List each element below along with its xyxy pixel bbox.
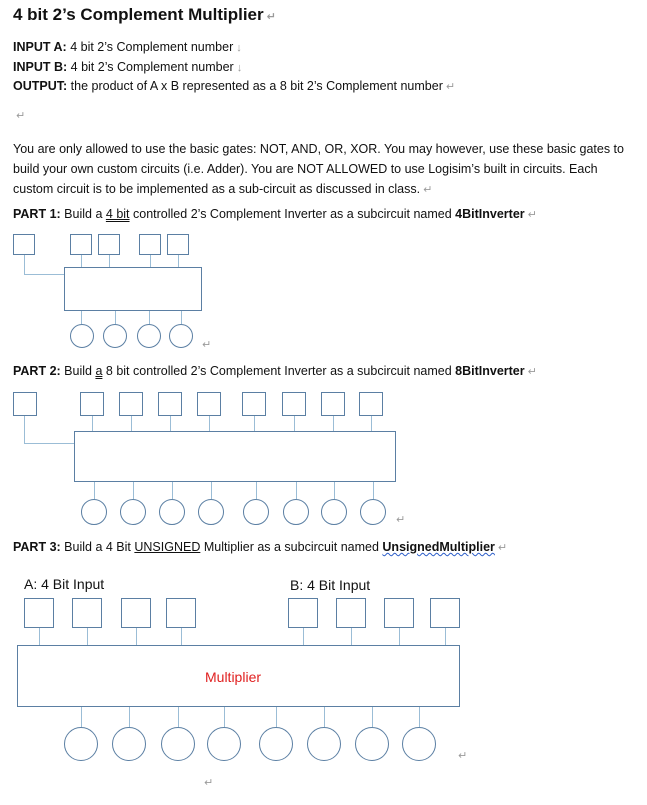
control-wire: [24, 416, 25, 443]
input-wire: [399, 628, 400, 645]
output-wire: [81, 311, 82, 324]
empty-paragraph: ↵: [16, 110, 26, 122]
paragraph-mark: ↵: [202, 339, 212, 351]
input-pin: [158, 392, 182, 416]
input-b-label: B: 4 Bit Input: [290, 577, 371, 593]
output-wire: [372, 707, 373, 727]
output-wire: [172, 482, 173, 499]
input-wire: [333, 416, 334, 431]
paragraph-mark: ↵: [204, 777, 214, 789]
output-wire: [94, 482, 95, 499]
input-wire: [445, 628, 446, 645]
part3-heading: PART 3: Build a 4 Bit UNSIGNED Multiplier as a subcircuit named UnsignedMultiplier ↵: [13, 540, 508, 554]
output-pin: [70, 324, 94, 348]
input-pin: [359, 392, 383, 416]
paragraph-mark: ↵: [458, 750, 468, 762]
output-pin: [137, 324, 161, 348]
multiplier-label: Multiplier: [205, 669, 262, 685]
input-pin: [70, 234, 92, 255]
part2-heading: PART 2: Build a 8 bit controlled 2’s Complement Inverter as a subcircuit named 8BitInverter ↵: [13, 364, 537, 378]
inverter-block: [74, 431, 396, 482]
output-wire: [373, 482, 374, 499]
page-title: 4 bit 2’s Complement Multiplier ↵: [13, 5, 276, 24]
input-wire: [371, 416, 372, 431]
input-wire: [109, 255, 110, 267]
output-wire: [81, 707, 82, 727]
input-wire: [136, 628, 137, 645]
output-wire: [419, 707, 420, 727]
output-pin: [321, 499, 347, 525]
output-wire: [149, 311, 150, 324]
input-a-label: A: 4 Bit Input: [24, 576, 105, 592]
input-pin: [80, 392, 104, 416]
output-wire: [224, 707, 225, 727]
input-a-line: INPUT A: 4 bit 2’s Complement number ↓: [13, 40, 242, 54]
input-wire: [181, 628, 182, 645]
input-a-pin: [121, 598, 151, 628]
output-pin: [207, 727, 241, 761]
output-wire: [276, 707, 277, 727]
input-pin: [139, 234, 161, 255]
input-pin: [282, 392, 306, 416]
input-pin: [321, 392, 345, 416]
output-wire: [211, 482, 212, 499]
output-pin: [120, 499, 146, 525]
input-wire: [170, 416, 171, 431]
output-pin: [159, 499, 185, 525]
input-wire: [150, 255, 151, 267]
output-pin: [259, 727, 293, 761]
inverter-block: [64, 267, 202, 311]
input-wire: [254, 416, 255, 431]
input-a-pin: [24, 598, 54, 628]
output-wire: [334, 482, 335, 499]
input-wire: [178, 255, 179, 267]
input-b-pin: [384, 598, 414, 628]
output-pin: [243, 499, 269, 525]
output-wire: [178, 707, 179, 727]
output-wire: [296, 482, 297, 499]
input-a-pin: [72, 598, 102, 628]
output-pin: [103, 324, 127, 348]
control-input-pin: [13, 392, 37, 416]
input-wire: [303, 628, 304, 645]
output-line: OUTPUT: the product of A x B represented as a 8 bit 2’s Complement number ↵: [13, 79, 456, 93]
input-wire: [294, 416, 295, 431]
output-wire: [256, 482, 257, 499]
output-pin: [402, 727, 436, 761]
output-pin: [169, 324, 193, 348]
output-pin: [161, 727, 195, 761]
part1-heading: PART 1: Build a 4 bit controlled 2’s Complement Inverter as a subcircuit named 4BitInverter ↵: [13, 207, 537, 221]
input-b-line: INPUT B: 4 bit 2’s Complement number ↓: [13, 60, 243, 74]
output-pin: [360, 499, 386, 525]
output-pin: [64, 727, 98, 761]
output-pin: [81, 499, 107, 525]
input-wire: [81, 255, 82, 267]
input-pin: [242, 392, 266, 416]
input-b-pin: [336, 598, 366, 628]
input-pin: [119, 392, 143, 416]
output-pin: [355, 727, 389, 761]
control-wire: [24, 443, 74, 444]
input-a-pin: [166, 598, 196, 628]
output-wire: [115, 311, 116, 324]
control-wire: [24, 254, 25, 274]
control-input-pin: [13, 234, 35, 255]
input-wire: [92, 416, 93, 431]
output-pin: [307, 727, 341, 761]
input-wire: [209, 416, 210, 431]
input-wire: [39, 628, 40, 645]
input-b-pin: [288, 598, 318, 628]
input-b-pin: [430, 598, 460, 628]
input-wire: [87, 628, 88, 645]
output-wire: [181, 311, 182, 324]
output-wire: [324, 707, 325, 727]
input-wire: [131, 416, 132, 431]
output-pin: [112, 727, 146, 761]
input-pin: [167, 234, 189, 255]
output-wire: [133, 482, 134, 499]
input-pin: [98, 234, 120, 255]
paragraph-mark: ↵: [266, 11, 276, 23]
control-wire: [24, 274, 64, 275]
rules-paragraph: You are only allowed to use the basic gates: NOT, AND, OR, XOR. You may however, use these basic gates to build your own custom circuits (i.e. Adder). You are NOT ALLOWED to use Logisim’s built in circuits. Each custom circuit is to be implemented as a sub-circuit as discussed in class. ↵: [13, 142, 624, 196]
input-pin: [197, 392, 221, 416]
output-pin: [198, 499, 224, 525]
output-pin: [283, 499, 309, 525]
paragraph-mark: ↵: [396, 514, 406, 526]
input-wire: [351, 628, 352, 645]
output-wire: [129, 707, 130, 727]
